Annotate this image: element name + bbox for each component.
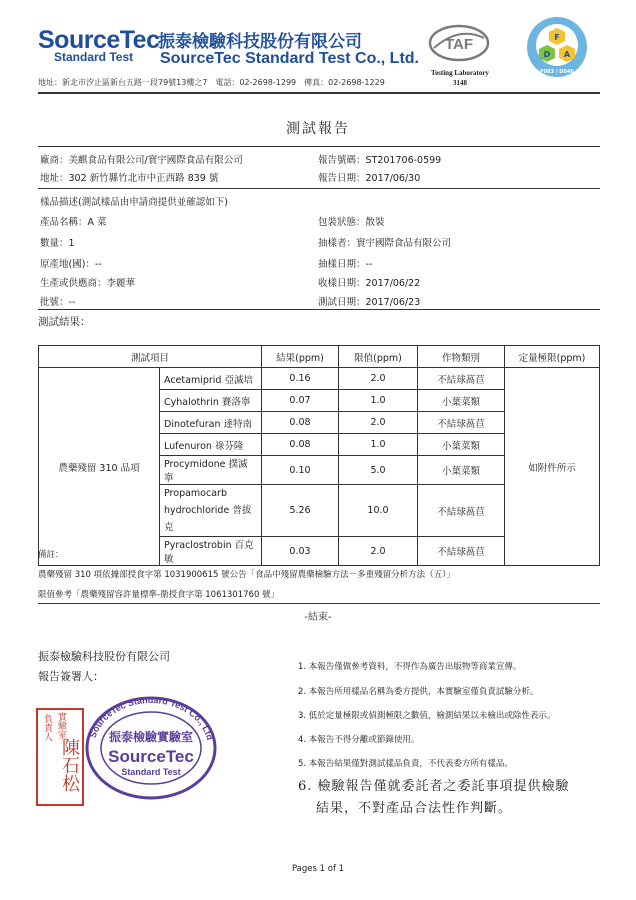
signer-seal: 負責人 實驗室 陳石松: [36, 708, 84, 806]
limit-cell: 1.0: [339, 434, 418, 456]
test-date-row: 測試日期：2017/06/23: [318, 297, 421, 308]
disclaimer-1: 1. 本報告僅做參考資料，不得作為廣告出版物等商業宣傳。: [298, 662, 522, 672]
crop-cell: 小葉菜類: [418, 390, 505, 412]
limit-cell: 2.0: [339, 368, 418, 390]
limit-cell: 2.0: [339, 412, 418, 434]
table-row: [39, 368, 600, 390]
sample-description: 樣品描述(測試樣品由申請商提供並確認如下): [40, 197, 228, 208]
header-test-item: 測試項目: [39, 346, 262, 368]
sample-date-row: 抽樣日期：--: [318, 259, 373, 270]
sampler-row: 抽樣者：寰宇國際食品有限公司: [318, 238, 452, 249]
stamp-sub-text: Standard Test: [121, 767, 181, 777]
quantity-row: 數量：1: [40, 238, 75, 249]
header-result: 結果(ppm): [262, 346, 339, 368]
item-cell: Acetamiprid 亞滅培: [160, 368, 262, 390]
crop-cell: 小葉菜類: [418, 434, 505, 456]
result-cell: 0.10: [262, 456, 339, 485]
item-cell: Propamocarb hydrochloride 普拔克: [160, 485, 262, 537]
report-number-row: 報告號碼：ST201706-0599: [318, 155, 442, 166]
limit-cell: 1.0: [339, 390, 418, 412]
stamp-logo-text: SourceTec: [108, 747, 194, 766]
result-cell: 0.03: [262, 537, 339, 566]
disclaimer-6: 6. 檢驗報告僅就委託者之委託事項提供檢驗: [298, 779, 570, 794]
results-table: [38, 345, 600, 566]
fda-code: F083 / D046: [540, 69, 574, 75]
company-name-zh: 振泰檢驗科技股份有限公司: [158, 32, 362, 52]
crop-cell: 小葉菜類: [418, 456, 505, 485]
header-limit: 限值(ppm): [339, 346, 418, 368]
disclaimer-5: 5. 本報告結果僅對測試樣品負責，不代表委方所有樣品。: [298, 759, 513, 769]
table-header-row: [39, 346, 600, 368]
signer-label: 報告簽署人：: [38, 670, 104, 683]
notes-line-1: 農藥殘留 310 項依據部授食字第 1031900615 號公告「食品中殘留農藥檢驗方法－多重殘留分析方法（五）」: [38, 570, 455, 580]
results-heading: 測試結果：: [38, 316, 91, 328]
group-cell: 農藥殘留 310 品項: [39, 368, 160, 566]
result-cell: 0.07: [262, 390, 339, 412]
company-name-en: SourceTec Standard Test Co., Ltd.: [160, 50, 419, 67]
result-cell: 0.08: [262, 434, 339, 456]
loq-cell: 如附件所示: [505, 368, 600, 566]
info-mid-border: [38, 188, 600, 189]
item-cell: Cyhalothrin 賽洛寧: [160, 390, 262, 412]
report-date-row: 報告日期：2017/06/30: [318, 173, 421, 184]
header-loq: 定量極限(ppm): [505, 346, 600, 368]
info-bottom-border: [38, 309, 600, 310]
fda-letter-f: F: [554, 33, 560, 42]
limit-cell: 5.0: [339, 456, 418, 485]
page-footer: Pages 1 of 1: [291, 864, 345, 874]
taf-text: TAF: [444, 36, 474, 53]
end-mark: -結束-: [304, 612, 332, 623]
item-cell: Lufenuron 祿芬隆: [160, 434, 262, 456]
fda-letter-d: D: [543, 50, 551, 59]
received-date-row: 收樣日期：2017/06/22: [318, 278, 421, 289]
disclaimer-2: 2. 本報告所用樣品名稱為委方提供，本實驗室僅負責試驗分析。: [298, 687, 539, 697]
disclaimer-6-cont: 結果，不對產品合法性作判斷。: [316, 801, 513, 816]
crop-cell: 不結球萵苣: [418, 537, 505, 566]
header-divider: [38, 92, 600, 94]
address-row: 地址：302 新竹縣竹北市中正西路 839 號: [40, 173, 219, 184]
fda-badge: [526, 16, 588, 78]
stamp-ring-text: SourceTec Standard Test Co., Ltd: [87, 696, 216, 742]
crop-cell: 不結球萵苣: [418, 485, 505, 537]
page-title: 測試報告: [286, 121, 350, 137]
signature-company: 振泰檢驗科技股份有限公司: [38, 650, 170, 663]
result-cell: 0.16: [262, 368, 339, 390]
header-crop: 作物類別: [418, 346, 505, 368]
package-row: 包裝狀態：散裝: [318, 217, 385, 228]
result-cell: 0.08: [262, 412, 339, 434]
taf-lab-label: Testing Laboratory 3148: [431, 69, 489, 87]
limit-cell: 2.0: [339, 537, 418, 566]
sourcetec-logo-sub: Standard Test: [54, 50, 134, 64]
company-address: 地址：新北市汐止區新台五路一段79號13樓之7 電話：02-2698-1299 傳真：02-2698-1229: [38, 78, 385, 87]
notes-divider: [38, 603, 600, 604]
disclaimer-4: 4. 本報告不得分離或節錄使用。: [298, 735, 420, 745]
lab-stamp: [84, 696, 218, 800]
stamp-zh-text: 振泰檢驗實驗室: [108, 730, 194, 744]
product-name-row: 產品名稱：A 菜: [40, 217, 107, 228]
batch-row: 批號：--: [40, 297, 76, 308]
notes-line-2: 限值參考「農藥殘留容許量標準-衛授食字第 1061301760 號」: [38, 590, 280, 600]
crop-cell: 不結球萵苣: [418, 368, 505, 390]
taf-logo: [428, 24, 490, 62]
item-cell: Dinotefuran 達特南: [160, 412, 262, 434]
fda-letter-a: A: [563, 50, 571, 59]
crop-cell: 不結球萵苣: [418, 412, 505, 434]
result-cell: 5.26: [262, 485, 339, 537]
item-cell: Pyraclostrobin 百克敏: [160, 537, 262, 566]
manufacturer-row: 廠商：美麒食品有限公司/寰宇國際食品有限公司: [40, 155, 243, 166]
item-cell: Procymidone 撲滅寧: [160, 456, 262, 485]
info-top-border: [38, 146, 600, 147]
notes-label: 備註：: [38, 550, 64, 560]
limit-cell: 10.0: [339, 485, 418, 537]
disclaimer-3: 3. 低於定量極限或偵測極限之數值，檢測結果以未檢出或除性表示。: [298, 711, 556, 721]
sourcetec-logo: SourceTec: [38, 26, 160, 54]
origin-row: 原產地(國)：--: [40, 259, 102, 270]
supplier-row: 生產或供應商：李麗華: [40, 278, 136, 289]
